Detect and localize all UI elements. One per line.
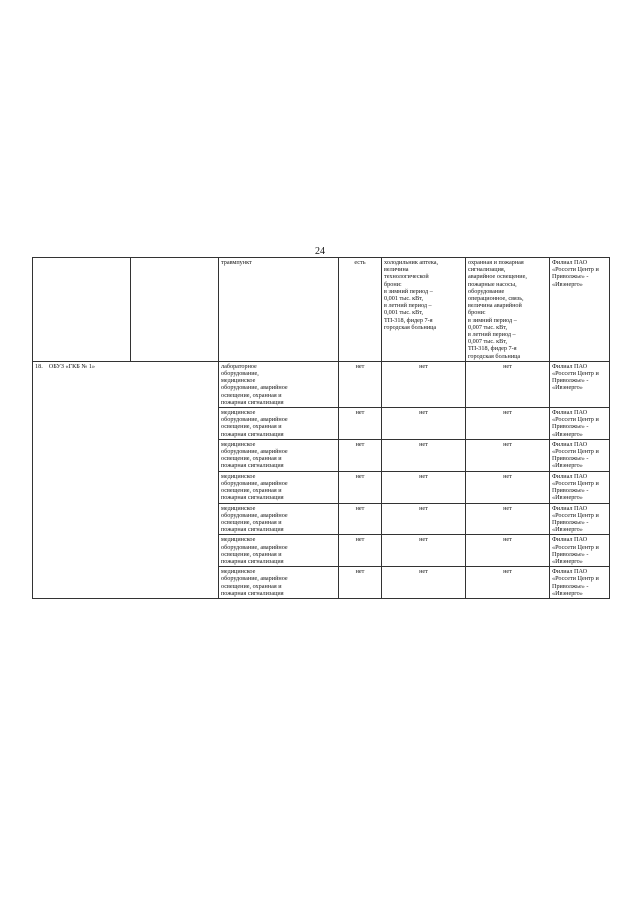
cell-supplier: Филиал ПАО «Россети Центр и Приволжье» - «Ивэнерго» bbox=[550, 535, 610, 567]
cell-equipment: медицинское оборудование, аварийное освещение, охранная и пожарная сигнализация bbox=[219, 535, 339, 567]
row-number: 18. bbox=[35, 362, 43, 370]
cell-col5: нет bbox=[382, 503, 466, 535]
cell-col6: нет bbox=[466, 567, 550, 599]
cell-col6: нет bbox=[466, 535, 550, 567]
document-table bbox=[32, 257, 610, 599]
cell-organization bbox=[131, 258, 219, 362]
table-row-continuation bbox=[33, 258, 610, 362]
cell-equipment: медицинское оборудование, аварийное освещение, охранная и пожарная сигнализация bbox=[219, 567, 339, 599]
table-row bbox=[33, 361, 610, 407]
cell-equipment: медицинское оборудование, аварийное освещение, охранная и пожарная сигнализация bbox=[219, 439, 339, 471]
cell-col4: нет bbox=[339, 503, 382, 535]
cell-col5: нет bbox=[382, 471, 466, 503]
cell-col4: нет bbox=[339, 471, 382, 503]
cell-supplier: Филиал ПАО «Россети Центр и Приволжье» - «Ивэнерго» bbox=[550, 439, 610, 471]
cell-reserve-available: есть bbox=[339, 258, 382, 362]
cell-supplier: Филиал ПАО «Россети Центр и Приволжье» - «Ивэнерго» bbox=[550, 258, 610, 362]
cell-supplier: Филиал ПАО «Россети Центр и Приволжье» - «Ивэнерго» bbox=[550, 408, 610, 440]
cell-col6: нет bbox=[466, 503, 550, 535]
cell-number bbox=[33, 258, 131, 362]
cell-col5: нет bbox=[382, 361, 466, 407]
cell-equipment: медицинское оборудование, аварийное освещение, охранная и пожарная сигнализация bbox=[219, 408, 339, 440]
cell-supplier: Филиал ПАО «Россети Центр и Приволжье» - «Ивэнерго» bbox=[550, 361, 610, 407]
cell-col4: нет bbox=[339, 567, 382, 599]
organization-name: ОБУЗ «ГКБ № 1» bbox=[48, 362, 96, 370]
cell-col5: нет bbox=[382, 439, 466, 471]
cell-supplier: Филиал ПАО «Россети Центр и Приволжье» - «Ивэнерго» bbox=[550, 503, 610, 535]
cell-supplier: Филиал ПАО «Россети Центр и Приволжье» - «Ивэнерго» bbox=[550, 471, 610, 503]
cell-col6: нет bbox=[466, 361, 550, 407]
cell-col5: нет bbox=[382, 535, 466, 567]
cell-col6: нет bbox=[466, 439, 550, 471]
cell-emergency-reserve: охранная и пожарная сигнализация, аварийное освещение, пожарные насосы, оборудование операционное, связь, величина аварийной брони: в зимний период – 0,007 тыс. кВт, в летний период – 0,007 тыс. кВт, ТП-318, фидер 7-я городская больница bbox=[466, 258, 550, 362]
cell-equipment: лабораторное оборудование, медицинское оборудование, аварийное освещение, охранная и пожарная сигнализация bbox=[219, 361, 339, 407]
cell-equipment: медицинское оборудование, аварийное освещение, охранная и пожарная сигнализация bbox=[219, 471, 339, 503]
cell-col6: нет bbox=[466, 408, 550, 440]
cell-supplier: Филиал ПАО «Россети Центр и Приволжье» - «Ивэнерго» bbox=[550, 567, 610, 599]
cell-col4: нет bbox=[339, 535, 382, 567]
cell-equipment: медицинское оборудование, аварийное освещение, охранная и пожарная сигнализация bbox=[219, 503, 339, 535]
cell-technological-reserve: холодильник аптека, величина технологической брони: в зимний период – 0,001 тыс. кВт, в летний период – 0,001 тыс. кВт, ТП-318, фидер 7-я городская больница bbox=[382, 258, 466, 362]
page-number: 24 bbox=[315, 246, 325, 257]
cell-col4: нет bbox=[339, 361, 382, 407]
cell-org-number-and-name bbox=[33, 361, 219, 598]
cell-col6: нет bbox=[466, 471, 550, 503]
cell-col4: нет bbox=[339, 408, 382, 440]
cell-col5: нет bbox=[382, 567, 466, 599]
cell-equipment: травмпункт bbox=[219, 258, 339, 362]
cell-col5: нет bbox=[382, 408, 466, 440]
cell-col4: нет bbox=[339, 439, 382, 471]
